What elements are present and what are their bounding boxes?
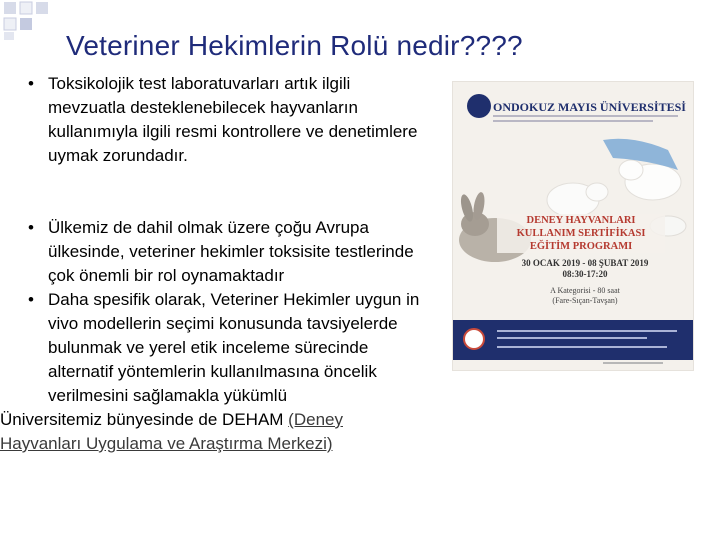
poster-dates: 30 OCAK 2019 - 08 ŞUBAT 2019 08:30-17:20 (521, 258, 649, 279)
deham-link[interactable]: (Deney Hayvanları Uygulama ve Araştırma Merkezi) (0, 410, 343, 453)
training-poster (453, 82, 693, 370)
closing-text: Üniversitemiz bünyesinde de DEHAM (0, 410, 289, 429)
bullet-text: Toksikolojik test laboratuvarları artık ilgili mevzuatla desteklenebilecek hayvanların kullanımıyla ilgili resmi kontrollere ve denetimlere uymak zorundadır. (48, 74, 418, 165)
slide-title: Veteriner Hekimlerin Rolü nedir???? (66, 30, 523, 61)
poster-category: A Kategorisi - 80 saat (Fare-Sıçan-Tavşan) (550, 286, 620, 305)
bullet-marker: • (28, 74, 34, 93)
slide-body (0, 72, 428, 456)
seal-icon (463, 328, 485, 350)
poster-program-title: DENEY HAYVANLARI KULLANIM SERTİFİKASI EĞİTİM PROGRAMI (497, 214, 665, 253)
poster-university: ONDOKUZ MAYIS ÜNİVERSİTESİ (493, 100, 686, 114)
closing-paragraph (0, 408, 420, 456)
poster-footer (453, 320, 693, 360)
bullet-item (28, 216, 428, 288)
corner-decoration (0, 0, 60, 40)
bullet-item (28, 72, 428, 168)
bullet-marker: • (28, 218, 34, 237)
bullet-marker: • (28, 290, 34, 309)
university-logo-icon (467, 94, 491, 118)
bullet-text: Daha spesifik olarak, Veteriner Hekimler uygun in vivo modellerin seçimi konusunda tavsiyelerde bulunmak ve yerel etik inceleme sürecinde alternatif yöntemlerin kullanılmasına öncelik verilmesini sağlamakla yükümlü (48, 290, 420, 405)
bullet-item (28, 288, 428, 408)
bullet-text: Ülkemiz de dahil olmak üzere çoğu Avrupa ülkesinde, veteriner hekimler toksisite testlerinde çok önemli bir rol oynamaktadır (48, 218, 414, 285)
